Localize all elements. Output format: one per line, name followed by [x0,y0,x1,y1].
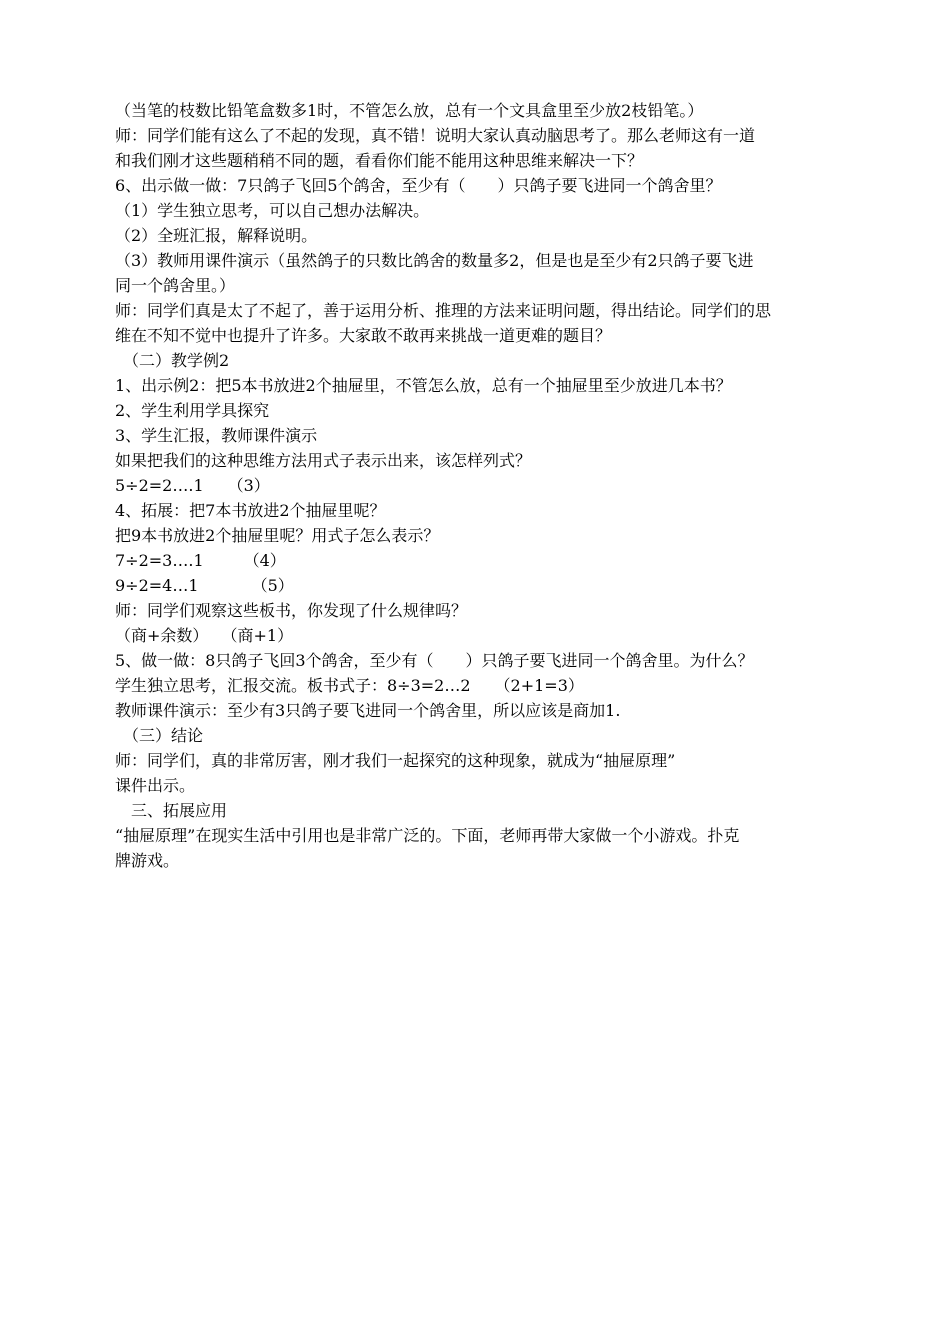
text-line: 1、出示例2：把5本书放进2个抽屉里，不管怎么放，总有一个抽屉里至少放进几本书？ [115,376,732,395]
formula-line: 9÷2=4…1 （5） [115,576,294,595]
text-line: 把9本书放进2个抽屉里呢？用式子怎么表示？ [115,526,440,545]
text-line: 同一个鸽舍里。） [115,276,236,295]
section-heading: （二）教学例2 [115,351,230,370]
text-line: 如果把我们的这种思维方法用式子表示出来，该怎样列式？ [115,451,532,470]
text-line: 学生独立思考，汇报交流。板书式子：8÷3=2…2 （2+1=3） [115,676,584,695]
text-line: “抽屉原理”在现实生活中引用也是非常广泛的。下面，老师再带大家做一个小游戏。扑克 [115,826,740,845]
text-line: 4、拓展：把7本书放进2个抽屉里呢？ [115,501,386,520]
text-line: 教师课件演示：至少有3只鸽子要飞进同一个鸽舍里，所以应该是商加1. [115,701,621,720]
text-line: 师：同学们，真的非常厉害，刚才我们一起探究的这种现象，就成为“抽屉原理” [115,751,676,770]
formula-line: 5÷2=2….1 （3） [115,476,270,495]
text-line: 2、学生利用学具探究 [115,401,270,420]
text-line: 牌游戏。 [115,851,180,870]
section-heading: （三）结论 [115,726,204,745]
text-line: 师：同学们能有这么了不起的发现，真不错！说明大家认真动脑思考了。那么老师这有一道 [115,126,756,145]
text-line: 5、做一做：8只鸽子飞回3个鸽舍，至少有（ ）只鸽子要飞进同一个鸽舍里。为什么？ [115,651,754,670]
text-line: 师：同学们观察这些板书，你发现了什么规律吗？ [115,601,468,620]
text-line: （当笔的枝数比铅笔盒数多1时，不管怎么放，总有一个文具盒里至少放2枝铅笔。） [115,101,704,120]
text-line: 师：同学们真是太了不起了，善于运用分析、推理的方法来证明问题，得出结论。同学们的思 [115,301,772,320]
document-body [115,98,875,873]
text-line: （3）教师用课件演示（虽然鸽子的只数比鸽舍的数量多2，但是也是至少有2只鸽子要飞进 [115,251,754,270]
text-line: 维在不知不觉中也提升了许多。大家敢不敢再来挑战一道更难的题目？ [115,326,612,345]
text-line: （2）全班汇报，解释说明。 [115,226,318,245]
text-line: 6、出示做一做：7只鸽子飞回5个鸽舍，至少有（ ）只鸽子要飞进同一个鸽舍里？ [115,176,722,195]
formula-line: （商+余数） （商+1） [115,626,294,645]
formula-line: 7÷2=3….1 （4） [115,551,286,570]
text-line: 和我们刚才这些题稍稍不同的题，看看你们能不能用这种思维来解决一下？ [115,151,644,170]
text-line: 3、学生汇报，教师课件演示 [115,426,318,445]
text-line: （1）学生独立思考，可以自己想办法解决。 [115,201,430,220]
text-line: 课件出示。 [115,776,196,795]
section-heading: 三、拓展应用 [115,801,228,820]
